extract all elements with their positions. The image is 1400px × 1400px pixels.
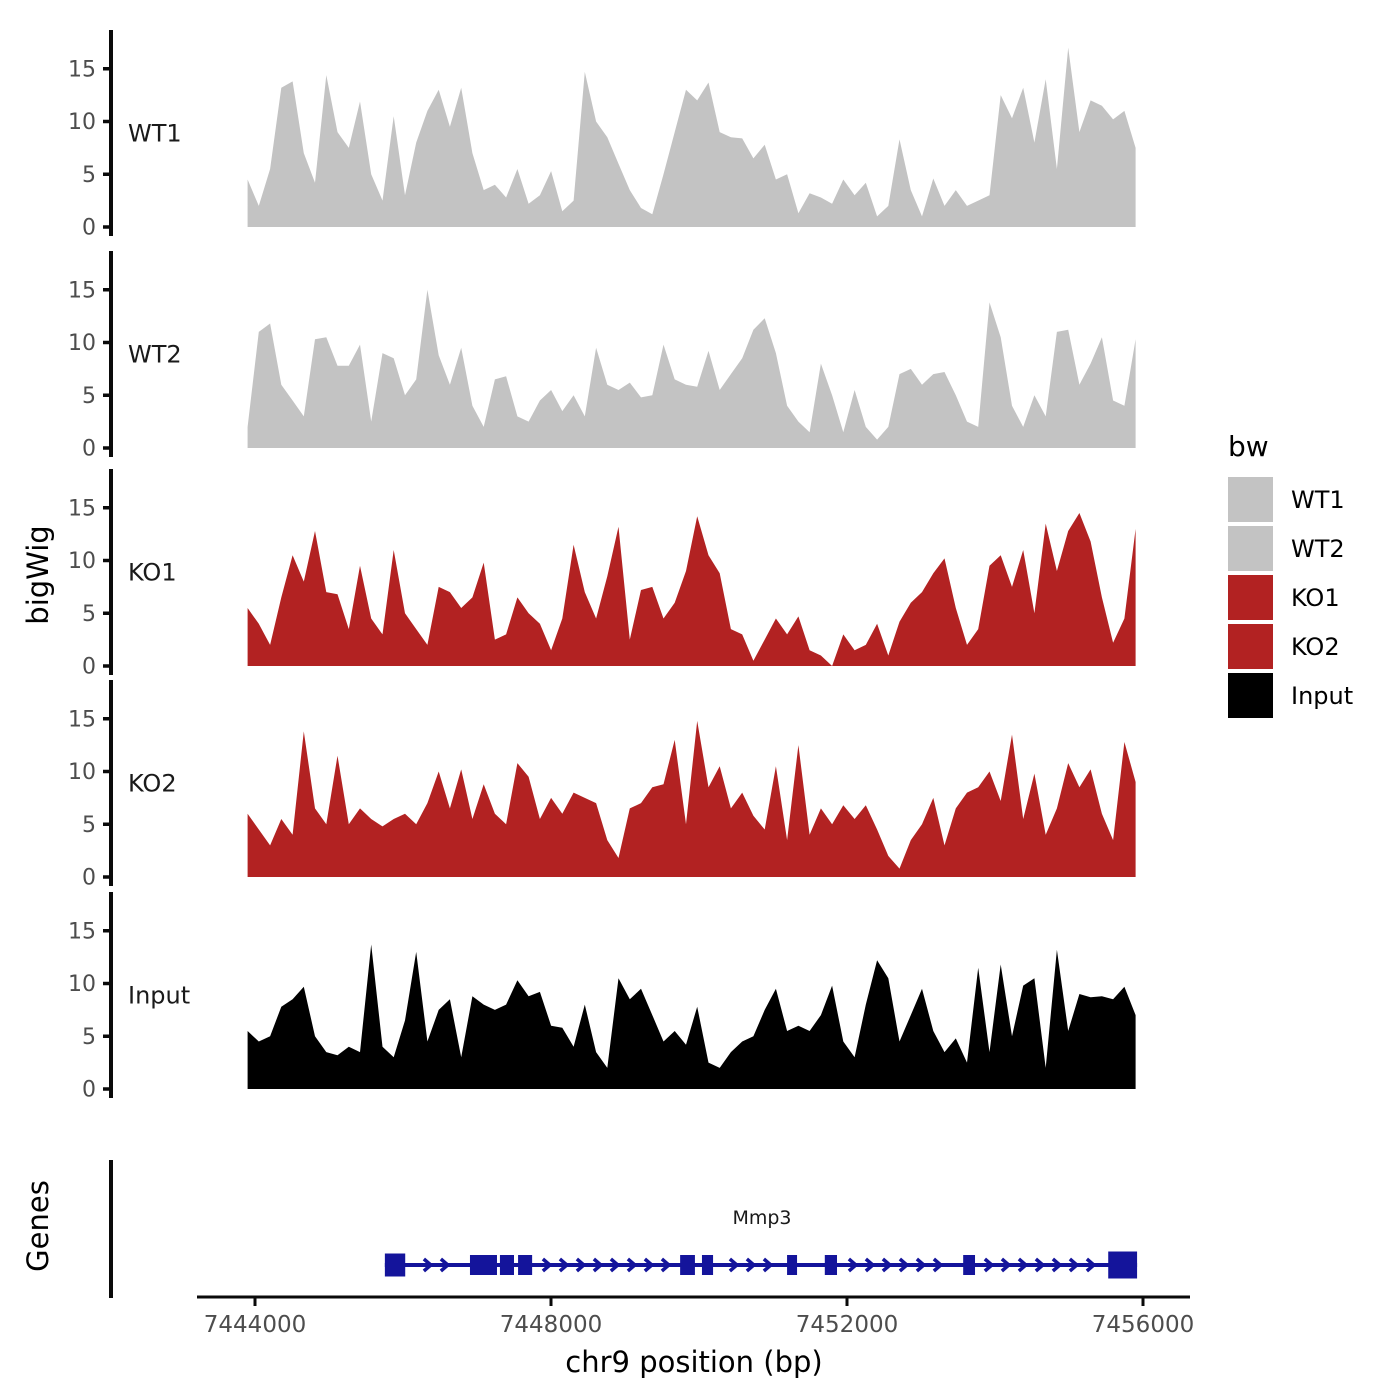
legend-swatch-KO1 — [1228, 575, 1273, 620]
y-tick-label: 5 — [82, 812, 96, 838]
legend-entry-Input — [1228, 673, 1353, 718]
legend-entry-label: WT1 — [1291, 485, 1345, 514]
y-axis-title: bigWig — [21, 525, 55, 625]
gene-exon — [963, 1255, 975, 1275]
track-label-KO2: KO2 — [128, 769, 177, 798]
x-tick-label: 7448000 — [499, 1312, 603, 1338]
legend-entries — [1228, 477, 1353, 718]
track-area-WT1 — [248, 48, 1136, 227]
y-tick-label: 0 — [82, 436, 96, 462]
gene-exon — [385, 1254, 405, 1277]
track-label-KO1: KO1 — [128, 558, 177, 587]
track-label-WT1: WT1 — [128, 119, 182, 148]
track-area-Input — [248, 945, 1136, 1090]
legend-entry-WT2 — [1228, 526, 1353, 571]
gene-exon — [702, 1255, 713, 1275]
y-tick-label: 5 — [82, 383, 96, 409]
y-tick-label: 5 — [82, 1024, 96, 1050]
gene-exon — [680, 1255, 695, 1275]
legend-entry-WT1 — [1228, 477, 1353, 522]
track-label-Input: Input — [128, 981, 191, 1010]
y-tick-label: 10 — [68, 110, 96, 136]
y-tick-label: 0 — [82, 865, 96, 891]
legend-entry-KO1 — [1228, 575, 1353, 620]
y-tick-label: 10 — [68, 760, 96, 786]
gene-exon — [787, 1255, 797, 1275]
track-area-KO2 — [248, 721, 1136, 877]
legend-swatch-WT2 — [1228, 526, 1273, 571]
track-area-KO1 — [248, 513, 1136, 666]
y-tick-label: 15 — [68, 278, 96, 304]
track-area-WT2 — [248, 290, 1136, 448]
gene-name-label: Mmp3 — [732, 1207, 792, 1229]
legend-swatch-WT1 — [1228, 477, 1273, 522]
track-label-WT2: WT2 — [128, 340, 182, 369]
y-tick-label: 0 — [82, 1077, 96, 1103]
legend — [1228, 430, 1353, 722]
legend-entry-label: Input — [1291, 681, 1354, 710]
x-tick-label: 7444000 — [203, 1312, 307, 1338]
y-tick-label: 10 — [68, 549, 96, 575]
gene-exon — [518, 1255, 532, 1275]
legend-entry-label: KO1 — [1291, 583, 1340, 612]
y-tick-label: 5 — [82, 601, 96, 627]
gene-exon — [1108, 1252, 1137, 1279]
legend-swatch-Input — [1228, 673, 1273, 718]
x-tick-label: 7452000 — [795, 1312, 899, 1338]
y-tick-label: 10 — [68, 331, 96, 357]
y-tick-label: 15 — [68, 57, 96, 83]
gene-exon — [500, 1255, 514, 1275]
genes-axis-title: Genes — [21, 1180, 55, 1272]
y-tick-label: 15 — [68, 707, 96, 733]
y-tick-label: 5 — [82, 162, 96, 188]
legend-entry-KO2 — [1228, 624, 1353, 669]
legend-swatch-KO2 — [1228, 624, 1273, 669]
y-tick-label: 15 — [68, 919, 96, 945]
y-tick-label: 15 — [68, 496, 96, 522]
y-tick-label: 0 — [82, 654, 96, 680]
y-tick-label: 0 — [82, 215, 96, 241]
legend-entry-label: WT2 — [1291, 534, 1345, 563]
gene-exon — [470, 1255, 497, 1275]
y-tick-label: 10 — [68, 972, 96, 998]
x-tick-label: 7456000 — [1091, 1312, 1195, 1338]
gene-exon — [825, 1255, 837, 1275]
x-axis-title: chr9 position (bp) — [565, 1345, 823, 1379]
legend-entry-label: KO2 — [1291, 632, 1340, 661]
legend-title: bw — [1228, 430, 1269, 463]
